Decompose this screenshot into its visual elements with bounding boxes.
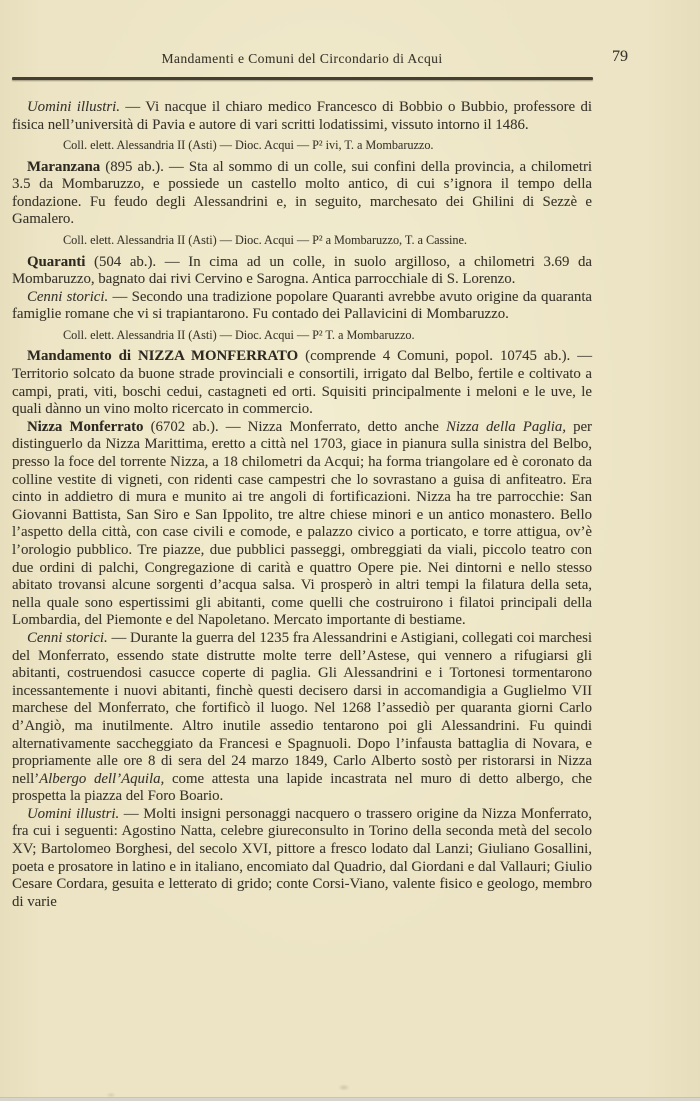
italic-lead: Cenni storici. xyxy=(27,288,109,305)
page-number: 79 xyxy=(612,48,628,65)
paragraph xyxy=(12,348,592,418)
body-text: per distinguerlo da Nizza Marittima, eretto a città nel 1703, giace in pianura sulla sinistra del Belbo, presso la foce del torrente Nizza, a 18 chilometri da Acqui; ha forma triangolare ed è coronato da colline vestite di vigneti, con ridenti case campestri che lo sovrastano a guisa di anfiteatro. Era cinto in addietro di mura e munito ai tre angoli di fortificazioni. Nizza ha tre parrocchie: San Giovanni Battista, San Siro e San Ippolito, tre altre chiese minori e un antico monastero. Bello l’aspetto della città, con case civili e comode, e palazzo civico a porticato, e torre attigua, ov’è l’orologio pubblico. Tre piazze, due pubblici passeggi, ombreggiati da viali, piccolo teatro con due ordini di palchi, Congregazione di carità e quattro Opere pie. Nei dintorni e nello stesso abitato trovansi alcune sorgenti d’acqua salsa. Vi prosperò in altri tempi la filatura della seta, nella quale sono espertissimi gli abitanti, come quelli che costruirono i filatoi principali della Lombardia, del Piemonte e del Napoletano. Mercato importante di bestiame. xyxy=(12,418,592,629)
body-text: — Durante la guerra del 1235 fra Alessandrini e Astigiani, collegati coi marchesi del Monferrato, essendo state distrutte molte terre dell’Astese, qui vennero a rifugiarsi gli abitanti, costruendosi casucce coperte di paglia. Gli Alessandrini e i Tortonesi tormentarono incessantemente i nuovi abitanti, finchè questi decisero darsi in accomandigia a Guglielmo VII marchese del Monferrato, che fortificò il luogo. Nel 1268 l’assediò per quaranta giorni Carlo d’Angiò, ma inutilmente. Altro inutile assedio tentarono poi gli Alessandrini. Fu quindi alternativamente saccheggiato da Francesi e Spagnuoli. Dopo l’infausta battaglia di Novara, e propriamente alle ore 8 di sera del 24 marzo 1849, Carlo Alberto sostò per ristorarsi in Nizza nell’ xyxy=(12,629,592,787)
paragraph xyxy=(12,806,592,912)
body-text: — Secondo una tradizione popolare Quaranti avrebbe avuto origine da quaranta famiglie romane che vi si trapiantarono. Fu contado dei Pallavicini di Mombaruzzo. xyxy=(12,288,592,323)
footnote-line: Coll. elett. Alessandria II (Asti) — Dioc. Acqui — P² T. a Mombaruzzo. xyxy=(63,327,415,342)
scan-smudge xyxy=(106,1092,116,1098)
running-header: Mandamenti e Comuni del Circondario di Acqui xyxy=(161,51,443,66)
paragraph xyxy=(12,630,592,806)
body-text: (504 ab.). — In cima ad un colle, in suolo argilloso, a chilometri 3.69 da Mombaruzzo, bagnato dai rivi Cervino e Sarogna. Antica parrocchiale di S. Lorenzo. xyxy=(12,253,592,288)
paragraph xyxy=(12,99,592,134)
body-text: (comprende 4 Comuni, popol. 10745 ab.). — Territorio solcato da buone strade provinciali e consortili, irrigato dal Belbo, fertile e coltivato a campi, prati, viti, boschi cedui, castagneti ed orti. Squisiti principalmente i meloni e le uve, le quali dànno un vino molto ricercato in commercio. xyxy=(12,348,592,418)
entry-heading: Mandamento di NIZZA MONFERRATO xyxy=(27,348,299,365)
italic-lead: Cenni storici. xyxy=(27,629,108,646)
entry-heading: Maranzana xyxy=(27,158,101,175)
italic-lead: Uomini illustri. xyxy=(27,805,120,822)
footnote-line: Coll. elett. Alessandria II (Asti) — Dioc. Acqui — P² a Mombaruzzo, T. a Cassine. xyxy=(63,233,467,248)
italic-lead: Nizza della Paglia, xyxy=(445,418,566,435)
paragraph xyxy=(12,289,592,324)
body-text: — Vi nacque il chiaro medico Francesco di Bobbio o Bubbio, professore di fisica nell’università di Pavia e autore di vari scritti lodatissimi, vissuto intorno il 1486. xyxy=(12,99,592,133)
page-body xyxy=(12,99,592,911)
footnote-line: Coll. elett. Alessandria II (Asti) — Dioc. Acqui — P² ivi, T. a Mombaruzzo. xyxy=(63,138,434,153)
italic-lead: Albergo dell’Aquila, xyxy=(39,770,165,787)
entry-heading: Nizza Monferrato xyxy=(27,418,144,435)
entry-heading: Quaranti xyxy=(27,253,86,270)
paragraph xyxy=(12,254,592,289)
header-rule xyxy=(12,77,593,80)
body-text: — Molti insigni personaggi nacquero o trassero origine da Nizza Monferrato, fra cui i seguenti: Agostino Natta, celebre giureconsulto in Torino della seconda metà del secolo XV; Bartolomeo Borghesi, del secolo XVI, pittore a fresco lodato dal Lanzi; Giuliano Gosallini, poeta e prosatore in latino e in italiano, encomiato dal Quadrio, dal Giordani e dal Vallauri; Giulio Cesare Cordara, gesuita e letterato di grido; conte Corsi-Viano, valente fisico e geologo, membro di varie xyxy=(12,805,592,910)
paragraph xyxy=(12,419,592,630)
body-text: come attesta una lapide incastrata nel muro di detto albergo, che prospetta la piazza del Foro Boario. xyxy=(12,770,592,805)
body-text: (895 ab.). — Sta al sommo di un colle, sui confini della provincia, a chilometri 3.5 da Mombaruzzo, e possiede un castello molto antico, di cui s’ignora il tempo della fondazione. Fu feudo degli Alessandrini e, in seguito, marchesato dei Ghilini di Sezzè e Gamalero. xyxy=(12,158,592,228)
scan-smudge xyxy=(338,1084,350,1091)
italic-lead: Uomini illustri. xyxy=(27,99,120,115)
body-text: (6702 ab.). — Nizza Monferrato, detto anche xyxy=(143,418,446,435)
paragraph xyxy=(12,159,592,229)
